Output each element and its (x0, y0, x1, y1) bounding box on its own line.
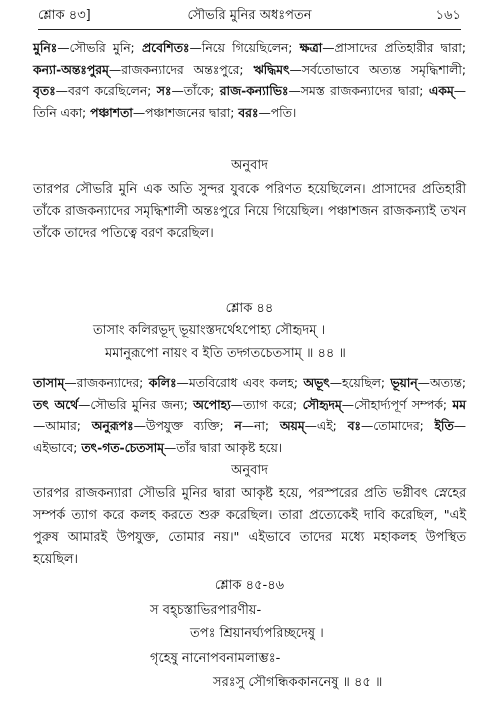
verse-line: মমানুরূপো নায়ং ব ইতি তদ্গতচেতসাম্ ॥ ৪৪ ॥ (105, 346, 346, 361)
translation-text: তারপর সৌভরি মুনি এক অতি সুন্দর যুবকে পরিণত হয়েছিলেন। প্রাসাদের প্রতিহারী তাঁকে রাজকন্যাদের সমৃদ্ধিশালী অন্তঃপুরে নিয়ে গিয়েছিল। পঞ্চাশজন রাজকন্যাই তখন তাঁকে তাদের পতিত্বে বরণ করেছিল। (33, 182, 466, 241)
verse-line: গৃহেষু নানোপবনামলাম্ভঃ- (150, 651, 281, 666)
gloss-term: তৎ-গত-চেতসাম্ (81, 440, 164, 455)
gloss-term: একম্ (428, 84, 454, 98)
gloss-meaning: —উপযুক্ত ব্যক্তি; (133, 419, 235, 433)
verse-line: স বহ্‌চস্তাভিরপারণীয়- (150, 603, 262, 618)
gloss-meaning: —সৌহার্দ্যপূর্ণ সম্পর্ক; (341, 397, 453, 412)
header-chapter-title: সৌভরি মুনির অধঃপতন (187, 8, 312, 23)
gloss-meaning: —রাজকন্যাদের অন্তঃপুরে; (108, 62, 254, 77)
gloss-meaning: —নিয়ে গিয়েছিলেন; (189, 41, 300, 55)
gloss-meaning: —হয়েছিল; (329, 376, 391, 390)
translation-text: তারপর রাজকন্যারা সৌভরি মুনির দ্বারা আকৃষ্ট হয়ে, পরস্পরের প্রতি ভগ্নীবৎ স্নেহের সম্পর্ক ত্যাগ করে কলহ করতে শুরু করেছিল। তারা প্রত্যেকেই দাবি করেছিল, "এই পুরুষ আমারই উপযুক্ত, তোমার নয়।" এইভাবে তাদের মধ্যে মহাকলহ উপস্থিত হয়েছিল। (33, 486, 466, 567)
gloss-meaning: —রাজকন্যাদের; (64, 376, 149, 390)
gloss-term: অপোহ্য (193, 397, 231, 412)
verse-heading: শ্লোক ৪৫-৪৬ (214, 578, 285, 593)
gloss-meaning: —সৌভরি মুনির জন্য; (78, 397, 194, 412)
gloss-term: তাসাম্ (33, 376, 65, 390)
gloss-term: ন (234, 419, 242, 433)
gloss-term: কলিঃ (148, 376, 177, 390)
gloss-meaning: —না; (241, 419, 280, 433)
gloss-term: মুনিঃ (33, 41, 58, 55)
gloss-meaning: —আমার; (33, 419, 92, 433)
gloss-meaning: —এইভাবে; (33, 419, 466, 455)
gloss-term: বঃ (347, 419, 361, 433)
gloss-term: ক্ষত্রা (299, 41, 323, 55)
gloss-term: বৃতঃ (33, 84, 56, 98)
verse-line: সরঃসু সৌগন্ধিককাননেষু ॥ ৪৫ ॥ (213, 675, 383, 690)
gloss-term: কন্যা-অন্তঃপুরম্ (33, 62, 109, 77)
word-meanings-44 (33, 373, 466, 459)
gloss-term: বরঃ (238, 105, 259, 120)
verse-line: তপঃ শ্রিয়ানর্ঘ্যপরিচ্ছদেষু । (190, 626, 324, 641)
header-verse-ref: শ্লোক ৪৩] (38, 8, 91, 23)
gloss-term: সৌহৃদম্ (302, 397, 342, 412)
gloss-term: রাজ-কন্যাভিঃ (219, 84, 289, 98)
gloss-term: ঋদ্ধিমৎ (253, 62, 290, 77)
gloss-term: ইতি (434, 419, 454, 433)
gloss-term: প্রবেশিতঃ (141, 41, 190, 55)
header-rule (38, 29, 461, 30)
header-page-number: ১৬১ (435, 8, 461, 23)
gloss-term: মম (452, 397, 466, 412)
gloss-meaning: —সৌভরি মুনি; (57, 41, 142, 55)
word-meanings-43 (33, 38, 466, 124)
translation-heading: অনুবাদ (231, 158, 268, 173)
gloss-term: অনুরূপঃ (91, 419, 134, 433)
gloss-term: সঃ (156, 84, 172, 98)
gloss-meaning: —সর্বতোভাবে অত্যন্ত সমৃদ্ধিশালী; (289, 62, 466, 77)
page-header (38, 6, 461, 26)
verse-line: তাসাং কলিরভূদ্ ভূয়াংস্তদর্থেঽপোহ্য সৌহৃদম্ । (93, 323, 326, 338)
gloss-meaning: —অত্যন্ত; (417, 376, 466, 390)
gloss-meaning: —বরণ করেছিলেন; (55, 84, 157, 98)
gloss-meaning: —তিনি একা; (33, 84, 466, 120)
gloss-meaning: —মতবিরোধ এবং কলহ; (176, 376, 304, 390)
gloss-meaning: —পঞ্চাশজনের দ্বারা; (132, 105, 239, 120)
verse-heading: শ্লোক ৪৪ (225, 301, 274, 316)
gloss-meaning: —সমস্ত রাজকন্যাদের দ্বারা; (288, 84, 429, 98)
gloss-term: অভূৎ (303, 376, 330, 390)
gloss-meaning: —ত্যাগ করে; (230, 397, 303, 412)
gloss-term: পঞ্চাশতা (90, 105, 133, 120)
gloss-term: তৎ অর্থে (33, 397, 79, 412)
gloss-meaning: —তোমাদের; (360, 419, 435, 433)
gloss-meaning: —তাঁকে; (171, 84, 220, 98)
gloss-term: ভূয়ান্ (390, 376, 418, 390)
gloss-meaning: —প্রাসাদের প্রতিহারীর দ্বারা; (322, 41, 466, 55)
gloss-meaning: —তাঁর দ্বারা আকৃষ্ট হয়ে। (164, 440, 283, 455)
gloss-meaning: —পতি। (258, 105, 297, 120)
gloss-term: অয়ম্ (279, 419, 305, 433)
gloss-meaning: —এই; (304, 419, 348, 433)
translation-heading: অনুবাদ (231, 463, 268, 478)
